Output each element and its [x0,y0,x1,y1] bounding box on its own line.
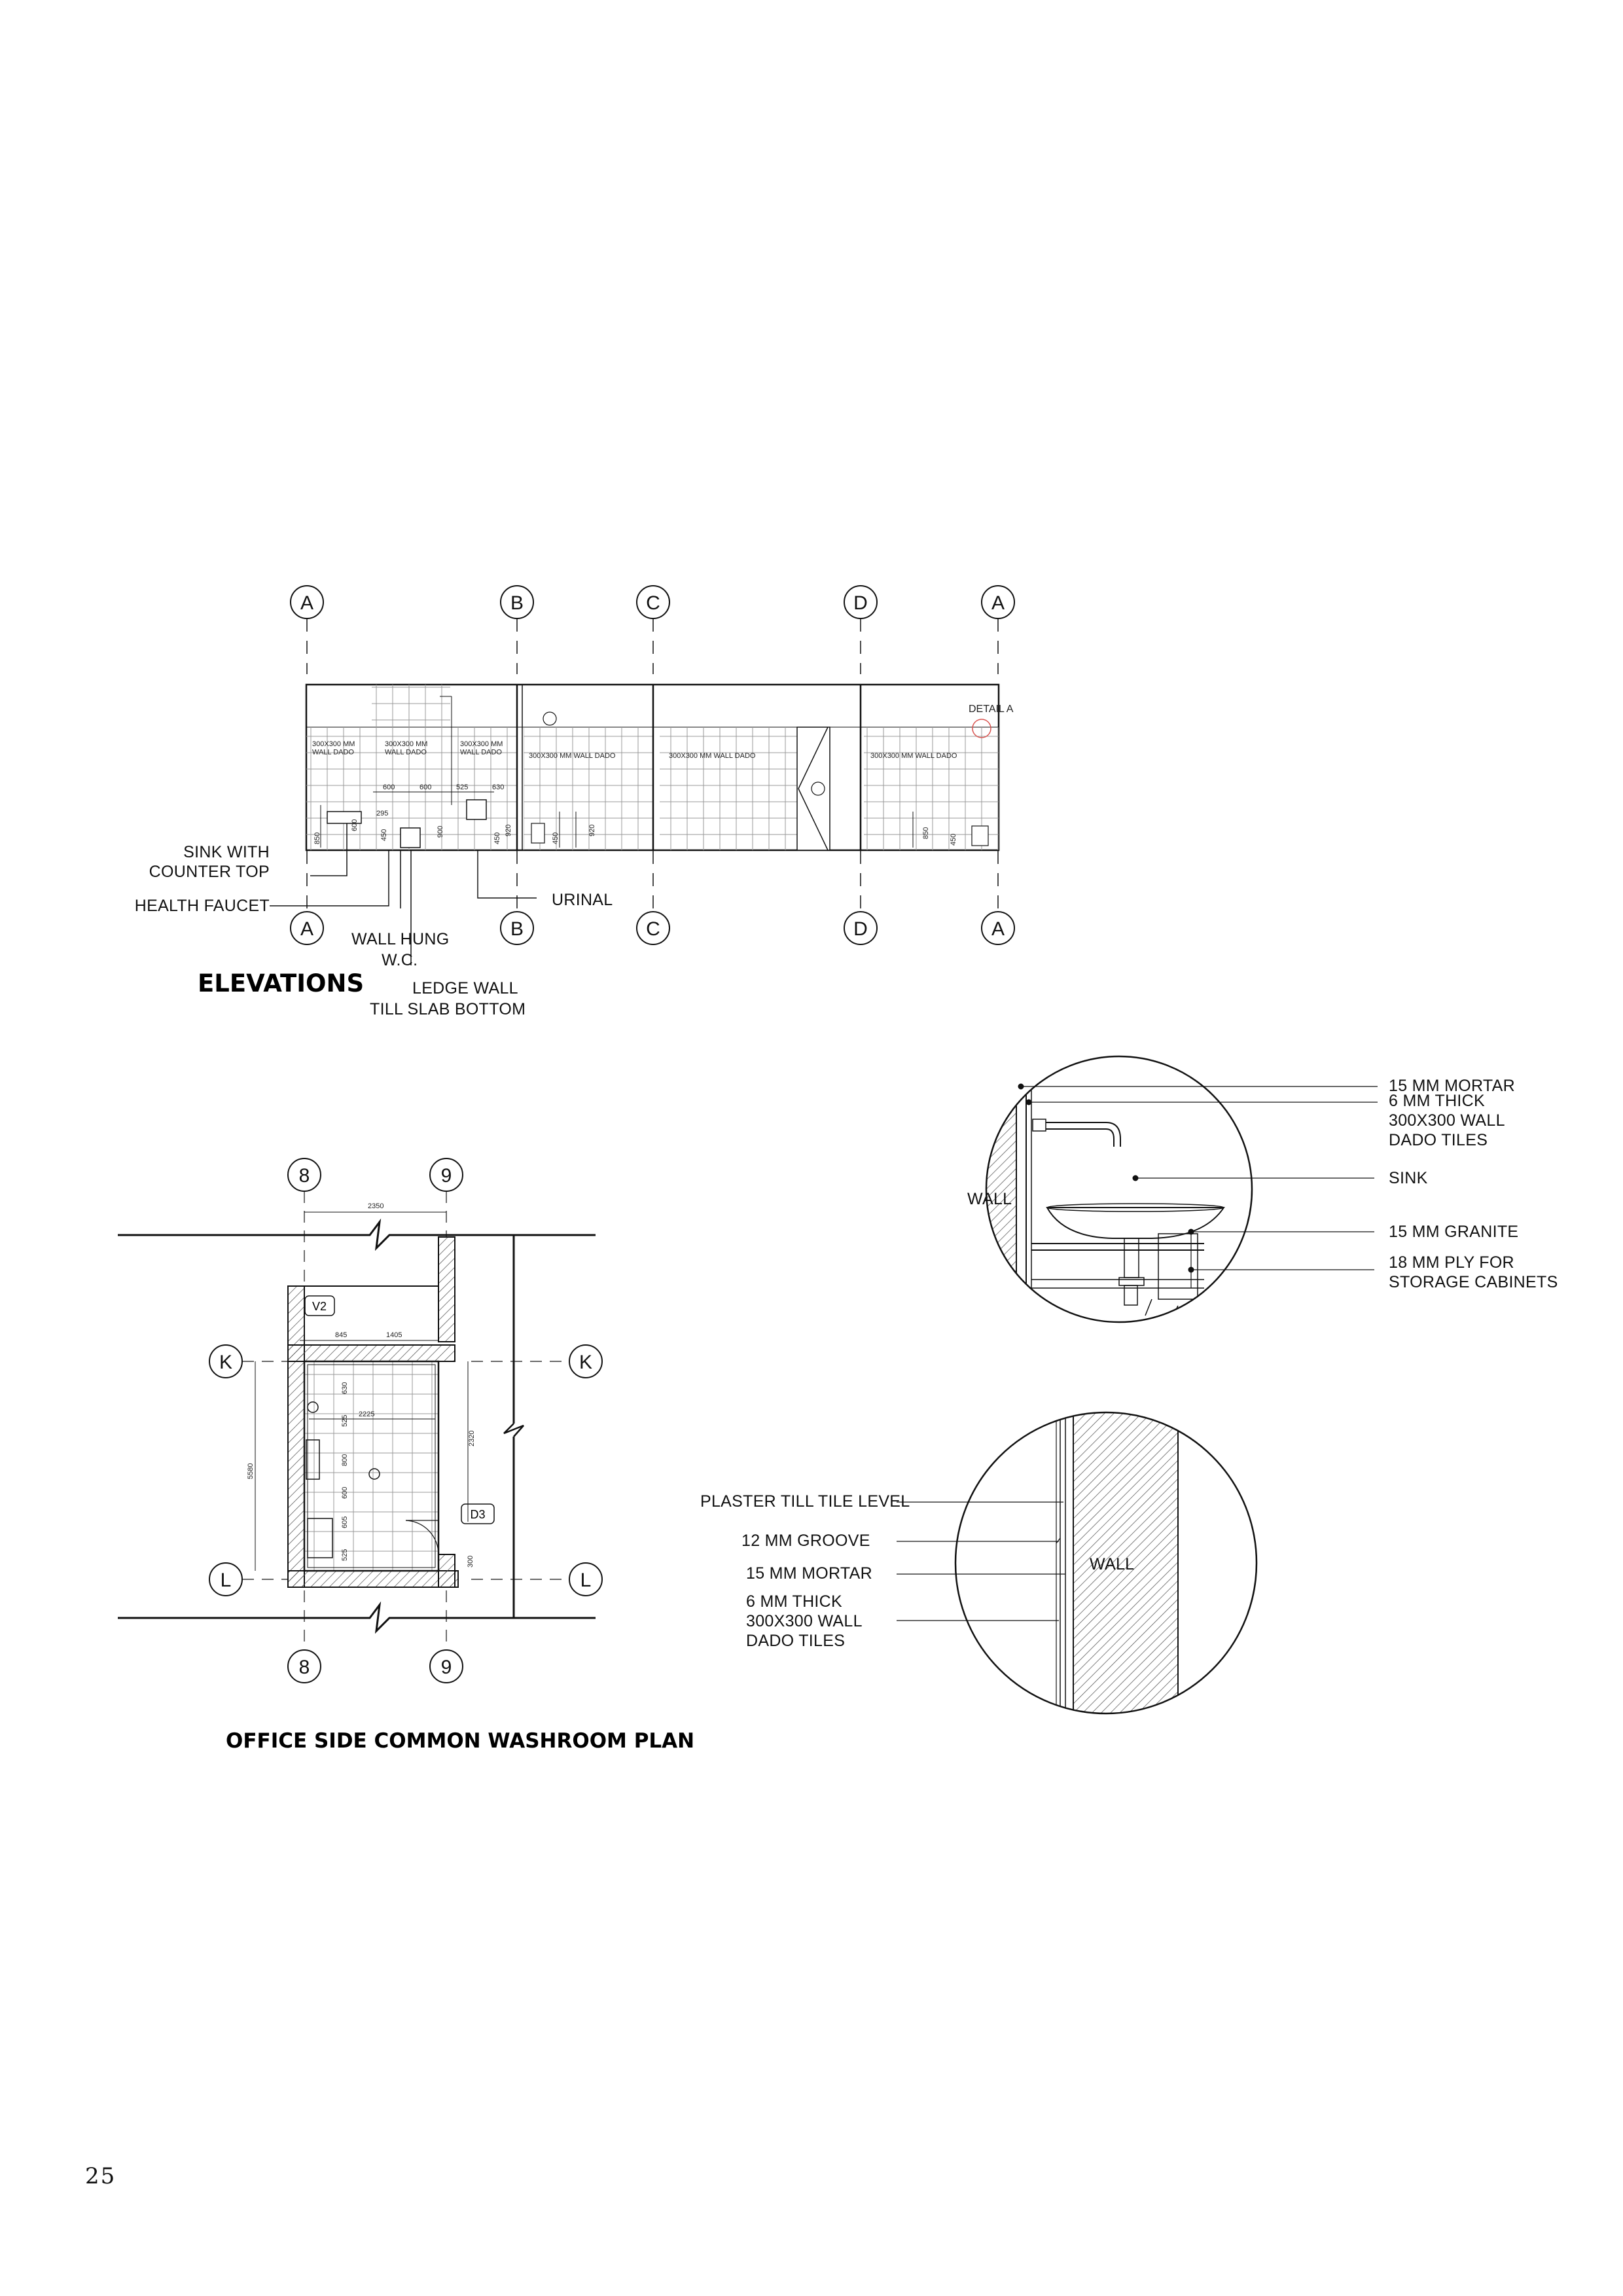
grid-8-bottom: 8 [298,1657,310,1678]
callout-sink-line2: COUNTER TOP [149,863,270,881]
dim-900: 900 [437,825,444,838]
dim-605: 605 [341,1516,349,1528]
grid-c-bottom: C [646,918,660,940]
grid-8-top: 8 [298,1165,310,1187]
wall-detail-wall-label: WALL [1090,1555,1135,1573]
callout-12mm-groove: 12 MM GROOVE [741,1532,870,1550]
dim-800: 800 [341,1454,349,1466]
dim-2350: 2350 [368,1202,384,1210]
dado-label-1: 300X300 MM WALL DADO [312,740,355,757]
dim-600: 600 [341,1486,349,1499]
dim-525a: 525 [341,1414,349,1427]
sink-detail-labels [967,1077,1558,1291]
callout-15mm-granite: 15 MM GRANITE [1389,1223,1519,1241]
callout-6mm-b-line2: 300X300 WALL [746,1612,863,1630]
sink-detail-wall-label: WALL [967,1190,1012,1208]
callout-sink: SINK [1389,1169,1428,1187]
grid-9-bottom: 9 [440,1657,452,1678]
callout-plaster: PLASTER TILL TILE LEVEL [700,1492,910,1511]
dim-600b: 600 [419,783,432,791]
grid-a2-bottom: A [991,918,1005,940]
dim-600a: 600 [383,783,395,791]
callout-6mm-line1: 6 MM THICK [1389,1092,1485,1110]
dado-label-6: 300X300 MM WALL DADO [870,752,957,760]
grid-c-top: C [646,592,660,614]
grid-l-right: L [580,1570,592,1591]
callout-wall-hung-line1: WALL HUNG [351,930,450,948]
dim-630: 630 [341,1382,349,1394]
dim-450d: 450 [950,833,957,846]
sink-detail-drawing [969,1047,1378,1335]
dim-850b: 850 [922,827,930,839]
grid-a2-top: A [991,592,1005,614]
callout-15mm-mortar-bottom: 15 MM MORTAR [746,1564,872,1583]
dim-845: 845 [335,1331,348,1339]
elevations-title: ELEVATIONS [198,969,365,997]
callout-6mm-b-line3: DADO TILES [746,1632,846,1650]
wall-detail-drawing [897,1407,1257,1721]
dado-label-4: 300X300 MM WALL DADO [529,752,616,760]
grid-b-bottom: B [510,918,524,940]
dim-300: 300 [467,1555,474,1568]
dim-600c: 600 [351,819,359,831]
dim-525b: 525 [341,1549,349,1561]
plan-title: OFFICE SIDE COMMON WASHROOM PLAN [226,1729,695,1753]
dim-2320: 2320 [468,1430,476,1446]
dim-630: 630 [492,783,505,791]
grid-k-left: K [219,1352,233,1373]
callout-sink-line1: SINK WITH [183,843,270,861]
grid-d-bottom: D [853,918,868,940]
callout-ledge-line2: TILL SLAB BOTTOM [370,1000,526,1018]
door-tag-d3: D3 [470,1508,486,1521]
dado-label-3: 300X300 MM WALL DADO [460,740,503,757]
dim-920b: 920 [588,824,596,836]
dim-2225: 2225 [359,1410,375,1418]
dim-850a: 850 [313,832,321,844]
grid-k-right: K [579,1352,593,1373]
dim-450c: 450 [552,832,560,844]
dim-450b: 450 [493,832,501,844]
grid-l-left: L [220,1570,232,1591]
detail-a-label: DETAIL A [969,704,1014,715]
elevations-drawing [270,586,1014,965]
callout-ply-line1: 18 MM PLY FOR [1389,1253,1514,1272]
grid-a-top: A [300,592,314,614]
callout-15mm-mortar-top: 15 MM MORTAR [1389,1077,1515,1095]
grid-a-bottom: A [300,918,314,940]
dim-1405: 1405 [386,1331,402,1339]
page-number: 25 [85,2163,116,2189]
grid-d-top: D [853,592,868,614]
grid-b-top: B [510,592,524,614]
dim-295: 295 [376,810,389,817]
callout-6mm-b-line1: 6 MM THICK [746,1592,842,1611]
callout-ledge-line1: LEDGE WALL [412,979,518,997]
washroom-plan-drawing [118,1158,602,1683]
wall-detail-labels [700,1492,1134,1650]
dado-label-5: 300X300 MM WALL DADO [669,752,756,760]
callout-6mm-line2: 300X300 WALL [1389,1111,1505,1130]
dim-525: 525 [456,783,469,791]
dim-920a: 920 [505,824,512,836]
callout-ply-line2: STORAGE CABINETS [1389,1273,1558,1291]
callout-urinal: URINAL [552,891,613,909]
dim-450a: 450 [380,829,388,841]
dim-5580: 5580 [247,1463,255,1479]
dado-label-2: 300X300 MM WALL DADO [385,740,428,757]
callout-health-faucet: HEALTH FAUCET [134,897,270,915]
grid-9-top: 9 [440,1165,452,1187]
window-tag-v2: V2 [312,1300,327,1313]
callout-wall-hung-line2: W.C. [382,951,418,969]
callout-6mm-line3: DADO TILES [1389,1131,1488,1149]
